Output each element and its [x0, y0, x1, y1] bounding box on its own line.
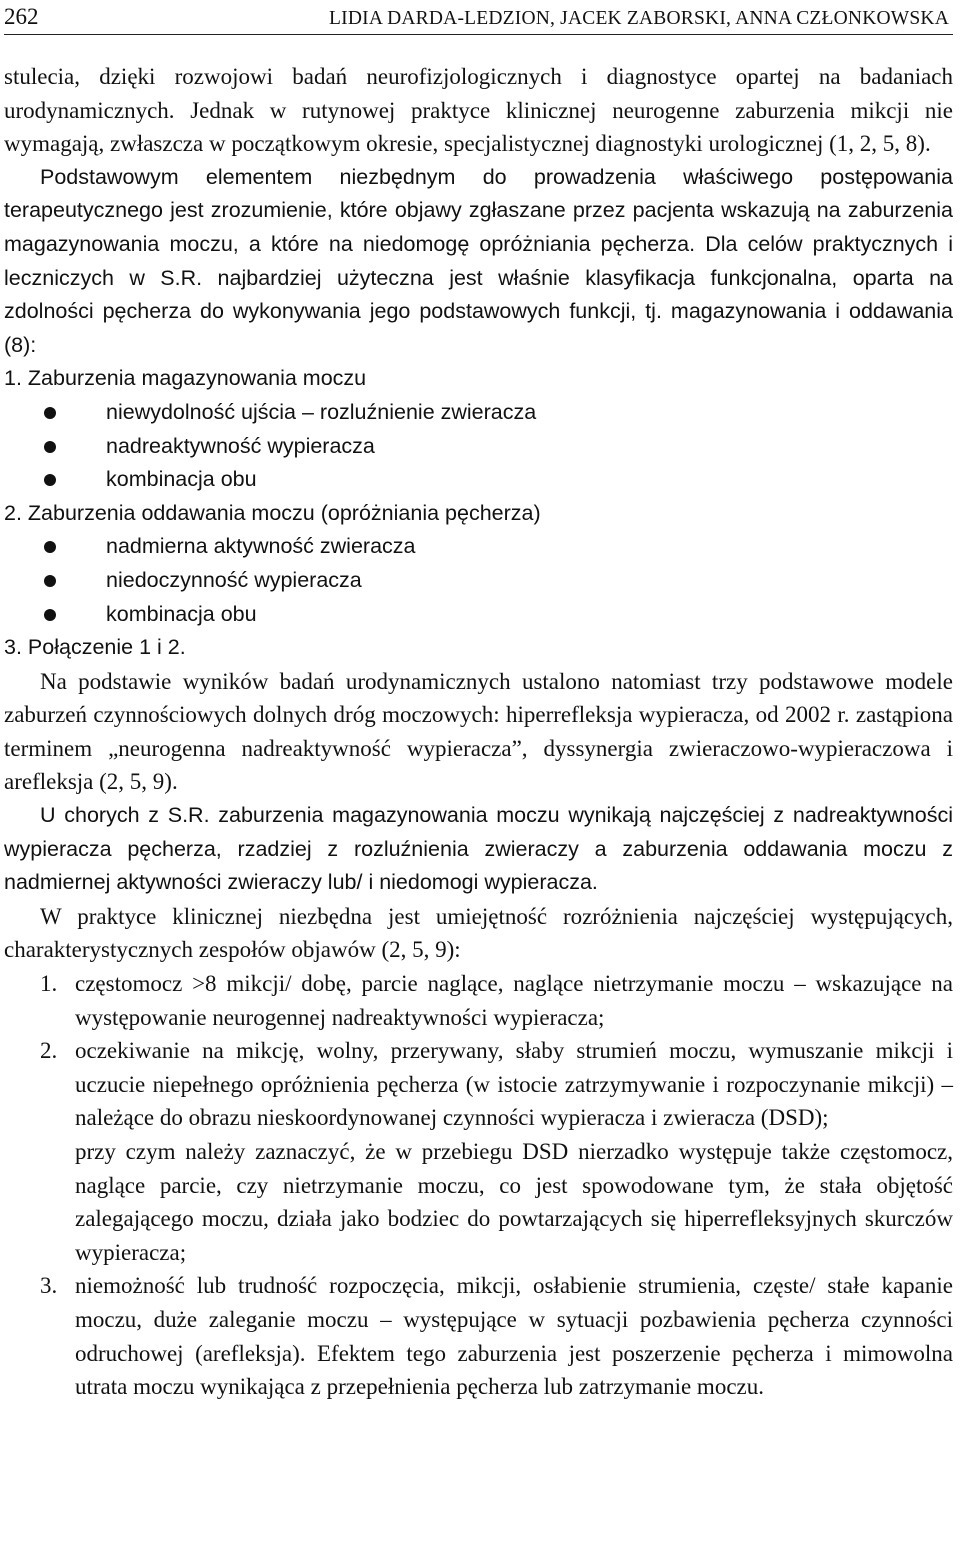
classification-number: 1.: [4, 366, 22, 391]
classification-heading: [4, 631, 953, 665]
article-body: [4, 60, 953, 1404]
paragraph-ms-disorders: U chorych z S.R. zaburzenia magazynowania moczu wynikają najczęściej z nadreaktywności wypieracza pęcherza, rzadziej z rozluźnienia zwieraczy a zaburzenia oddawania moczu z nadmiernej aktywności zwieraczy lub/ i niedomogi wypieracza.: [4, 803, 953, 895]
syndrome-list: [4, 967, 953, 1404]
list-item: nadmierna aktywność zwieracza: [4, 530, 953, 564]
list-item: niedoczynność wypieracza: [4, 564, 953, 598]
list-item: nadreaktywność wypieracza: [4, 430, 953, 464]
classification-number: 3.: [4, 635, 22, 660]
list-item: kombinacja obu: [4, 598, 953, 632]
list-number: 2.: [40, 1038, 58, 1064]
classification-group: [4, 362, 953, 496]
list-number: 3.: [40, 1273, 58, 1299]
running-head: [4, 0, 953, 35]
list-item: niewydolność ujścia – rozluźnienie zwieracza: [4, 396, 953, 430]
bullet-icon: [44, 474, 56, 486]
bullet-icon: [44, 441, 56, 453]
bullet-list: [4, 396, 953, 497]
classification-title: Zaburzenia magazynowania moczu: [27, 366, 367, 391]
list-item: [4, 1269, 953, 1403]
classification-group: [4, 497, 953, 631]
list-item: [4, 1034, 953, 1269]
classification-title: Zaburzenia oddawania moczu (opróżniania pęcherza): [27, 500, 541, 525]
list-number: 1.: [40, 971, 58, 997]
paragraph-classification-intro: Podstawowym elementem niezbędnym do prowadzenia właściwego postępowania terapeutycznego jest zrozumienie, które objawy zgłaszane przez pacjenta wskazują na zaburzenia magazynowania moczu, a które na niedomogę opróżniania pęcherza. Dla celów praktycznych i leczniczych w S.R. najbardziej użyteczna jest właśnie klasyfikacja funkcjonalna, oparta na zdolności pęcherza do wykonywania jego podstawowych funkcji, tj. magazynowania i oddawania (8):: [4, 164, 953, 357]
syndrome-text: częstomocz >8 mikcji/ dobę, parcie naglące, naglące nietrzymanie moczu – wskazujące na występowanie neurogennej nadreaktywności wypieracza;: [75, 971, 953, 1030]
syndrome-text: oczekiwanie na mikcję, wolny, przerywany, słaby strumień moczu, wymuszanie mikcji i uczucie niepełnego opróżnienia pęcherza (w istocie zatrzymywanie i rozpoczynanie mikcji) – należące do obrazu nieskoordynowanej czynności wypieracza i zwieracza (DSD);: [75, 1038, 953, 1131]
bullet-icon: [44, 407, 56, 419]
running-head-authors: LIDIA DARDA-LEDZION, JACEK ZABORSKI, ANNA CZŁONKOWSKA: [329, 8, 949, 29]
paragraph-urodynamic-models: Na podstawie wyników badań urodynamicznych ustalono natomiast trzy podstawowe modele zaburzeń czynnościowych dolnych dróg moczowych: hiperrefleksja wypieracza, od 2002 r. zastąpiona terminem „neurogenna nadreaktywność wypieracza”, dyssynergia zwieraczowo-wypieraczowa i arefleksja (2, 5, 9).: [4, 668, 953, 795]
functional-classification-list: [4, 362, 953, 664]
syndrome-text: niemożność lub trudność rozpoczęcia, mikcji, osłabienie strumienia, częste/ stałe kapanie moczu, duże zaleganie moczu – występujące w sytuacji pozbawienia pęcherza czynności odruchowej (arefleksja). Efektem tego zaburzenia jest poszerzenie pęcherza i mimowolna utrata moczu wynikająca z przepełnienia pęcherza lub zatrzymanie moczu.: [75, 1273, 953, 1400]
paragraph-intro: stulecia, dzięki rozwojowi badań neurofizjologicznych i diagnostyce opartej na badaniach urodynamicznych. Jednak w rutynowej praktyce klinicznej neurogenne zaburzenia mikcji nie wymagają, zwłaszcza w początkowym okresie, specjalistycznej diagnostyki urologicznej (1, 2, 5, 8).: [4, 64, 953, 157]
page-number: 262: [4, 4, 39, 29]
classification-heading: [4, 497, 953, 531]
classification-title: Połączenie 1 i 2.: [27, 635, 186, 660]
bullet-list: [4, 530, 953, 631]
syndrome-note: przy czym należy zaznaczyć, że w przebiegu DSD nierzadko występuje także częstomocz, naglące parcie, czy nietrzymanie moczu, co jest spowodowane tym, że stała objętość zalegającego moczu, działa jako bodziec do powtarzających się hiperrefleksyjnych skurczów wypieracza;: [75, 1139, 953, 1265]
page: [4, 0, 953, 1404]
bullet-icon: [44, 575, 56, 587]
list-item: [4, 967, 953, 1034]
bullet-icon: [44, 541, 56, 553]
paragraph-syndromes-intro: W praktyce klinicznej niezbędna jest umiejętność rozróżnienia najczęściej występujących, charakterystycznych zespołów objawów (2, 5, 9):: [4, 903, 953, 963]
classification-number: 2.: [4, 500, 22, 525]
bullet-icon: [44, 609, 56, 621]
classification-group: [4, 631, 953, 665]
classification-heading: [4, 362, 953, 396]
list-item: kombinacja obu: [4, 463, 953, 497]
